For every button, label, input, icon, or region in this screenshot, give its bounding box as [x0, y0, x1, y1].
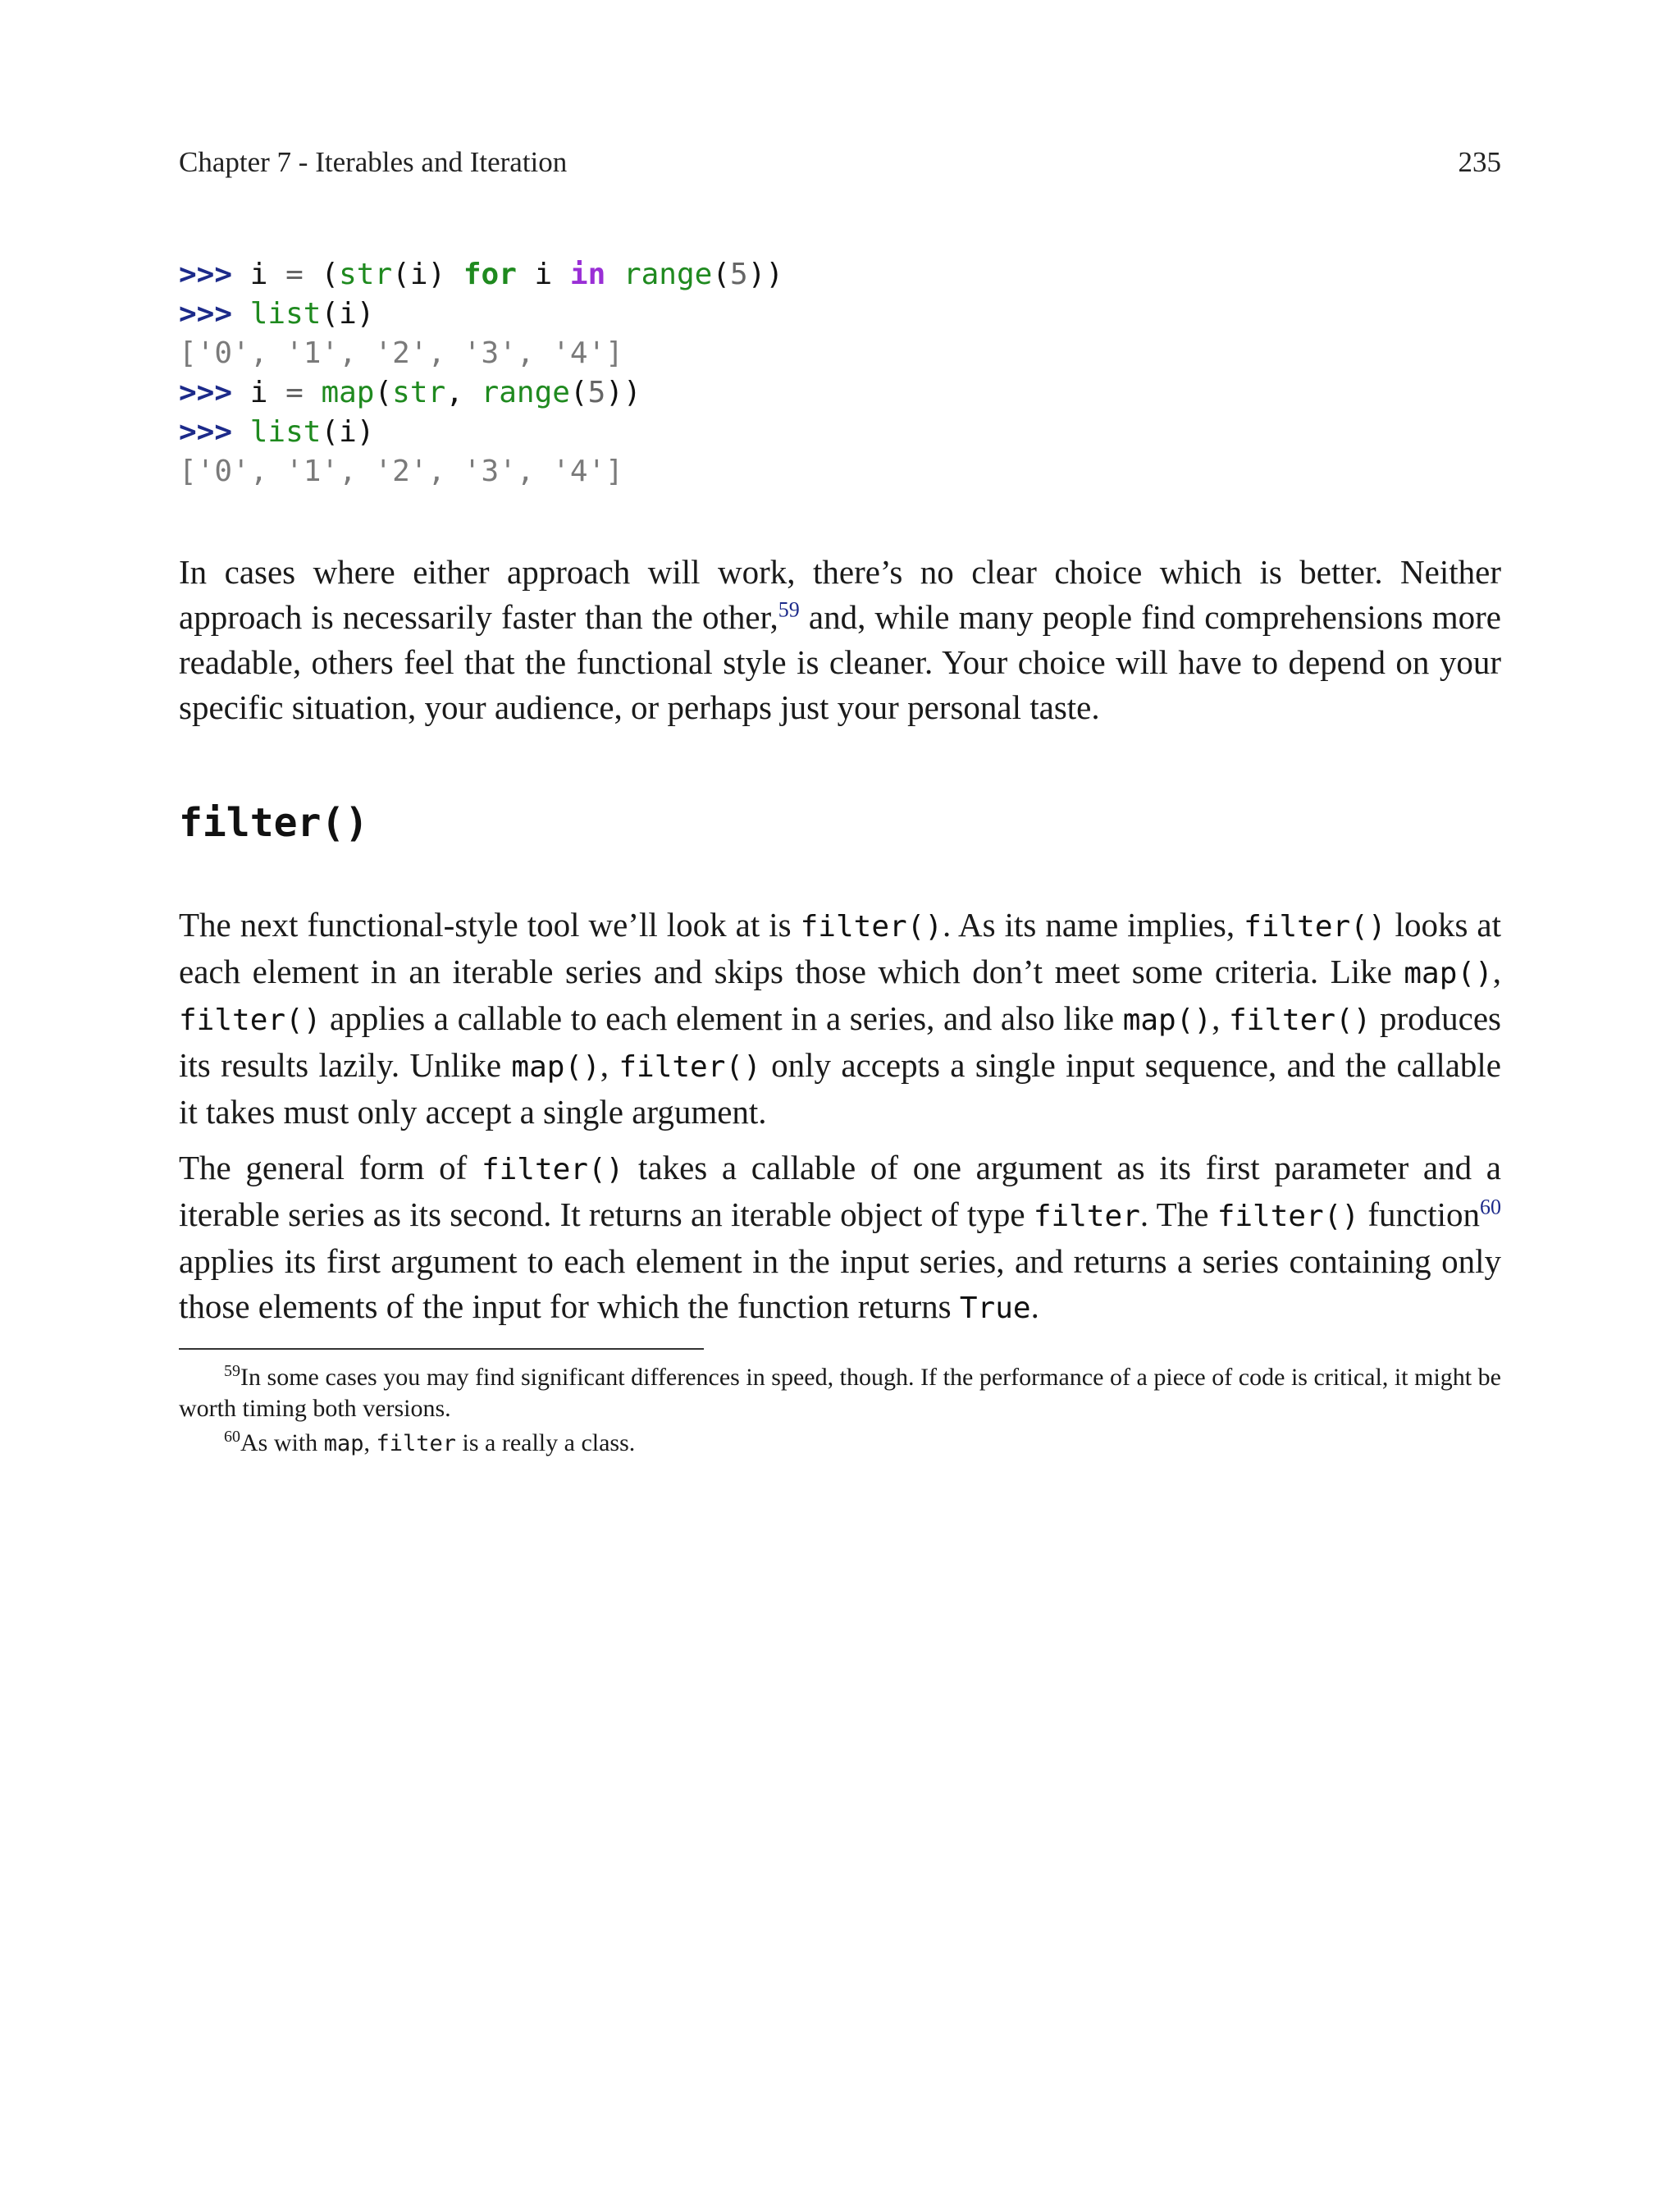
- inline-code: map: [323, 1431, 364, 1456]
- inline-code: filter: [376, 1431, 457, 1456]
- paragraph-text: takes a callable of one argument as its first parameter and a iterable series as its second. It returns an iterable object of type: [179, 1149, 1501, 1233]
- paragraph-text: ,: [1212, 999, 1229, 1037]
- paragraph-text: and, while many people find comprehensions more readable, others feel that the functional style is cleaner. Your choice will have to depend on your specific situation, your audience, or perhaps just your personal taste.: [179, 598, 1501, 726]
- paragraph-text: applies a callable to each element in a series, and also like: [321, 999, 1123, 1037]
- paragraph-text: .: [1030, 1287, 1039, 1325]
- inline-code: True: [959, 1291, 1031, 1325]
- inline-code: filter(): [1244, 910, 1386, 944]
- code-token: [232, 415, 250, 449]
- footnote-text: is a really a class.: [456, 1429, 636, 1456]
- code-token: )): [747, 258, 784, 291]
- repl-prompt: >>>: [179, 376, 233, 409]
- code-line-4: [179, 373, 783, 413]
- page-number: 235: [1458, 146, 1501, 178]
- paragraph-text: . As its name implies,: [943, 906, 1244, 944]
- paragraph-text: looks at each element in an iterable series and skips those which don’t meet some criteria. Like: [179, 906, 1501, 990]
- code-token: [304, 376, 322, 409]
- paragraph-filter-intro: [179, 903, 1501, 1135]
- repl-prompt: >>>: [179, 415, 233, 449]
- code-token: list: [249, 415, 322, 449]
- code-output-1: ['0', '1', '2', '3', '4']: [179, 336, 623, 370]
- code-token: =: [285, 258, 304, 291]
- paragraph-text: In cases where either approach will work, there’s no clear choice which is better. Neither approach is necessarily faster than the other,: [179, 553, 1501, 636]
- repl-prompt: >>>: [179, 297, 233, 331]
- paragraph-text: ,: [600, 1046, 619, 1084]
- code-token: list: [249, 297, 322, 331]
- code-token: (: [303, 258, 340, 291]
- code-token: ,: [445, 376, 482, 409]
- paragraph-text: ,: [1492, 953, 1501, 990]
- repl-prompt: >>>: [179, 258, 233, 291]
- code-token: (: [712, 258, 731, 291]
- code-block: [179, 255, 783, 491]
- inline-code: filter(): [619, 1050, 761, 1084]
- inline-code: map(): [1122, 1003, 1212, 1037]
- footnote-divider: [179, 1348, 704, 1350]
- paragraph-text: The next functional-style tool we’ll look at is: [179, 906, 801, 944]
- footnote-ref-59[interactable]: 59: [778, 597, 800, 622]
- footnote-text: As with: [240, 1429, 324, 1456]
- code-token: (i): [321, 415, 375, 449]
- code-token: str: [339, 258, 393, 291]
- code-token: i: [232, 376, 286, 409]
- paragraph-filter-form: [179, 1145, 1501, 1331]
- code-number: 5: [730, 258, 748, 291]
- inline-code: filter(): [1228, 1003, 1372, 1037]
- code-token: range: [481, 376, 570, 409]
- code-token: i: [516, 258, 570, 291]
- code-token: map: [321, 376, 375, 409]
- code-line-5: [179, 413, 783, 452]
- inline-code: filter: [1033, 1200, 1140, 1233]
- footnote-mark: 59: [224, 1362, 240, 1380]
- footnote-60: [179, 1428, 1501, 1460]
- footnote-mark: 60: [224, 1428, 240, 1446]
- footnote-text: In some cases you may find significant differences in speed, though. If the performance of a piece of code is critical, it might be worth timing both versions.: [179, 1364, 1501, 1422]
- inline-code: filter(): [179, 1003, 322, 1037]
- inline-code: filter(): [800, 910, 943, 944]
- running-head: [179, 146, 1501, 187]
- chapter-title: Chapter 7 - Iterables and Iteration: [179, 146, 568, 178]
- section-heading: filter(): [179, 800, 369, 846]
- footnote-59: [179, 1362, 1501, 1424]
- code-token: str: [392, 376, 446, 409]
- inline-code: filter(): [481, 1153, 624, 1186]
- paragraph-text: . The: [1139, 1195, 1217, 1233]
- paragraph-text: only accepts a single input sequence, and the callable it takes must only accept a single argument.: [179, 1046, 1501, 1131]
- code-line-1: [179, 255, 783, 295]
- code-number: 5: [587, 376, 606, 409]
- code-token: (i): [321, 297, 375, 331]
- code-token: (: [569, 376, 588, 409]
- code-token: [605, 258, 623, 291]
- inline-code: filter(): [1217, 1200, 1360, 1233]
- inline-code: map(): [511, 1050, 600, 1084]
- code-token: )): [605, 376, 641, 409]
- paragraph-text: The general form of: [179, 1149, 482, 1186]
- code-output-2: ['0', '1', '2', '3', '4']: [179, 455, 623, 488]
- code-line-2: [179, 295, 783, 334]
- paragraph-text: produces its results lazily. Unlike: [179, 999, 1501, 1084]
- paragraph-text: applies its first argument to each element in the input series, and returns a series containing only those elements of the input for which the function returns: [179, 1242, 1501, 1325]
- paragraph-text: function: [1359, 1195, 1480, 1233]
- paragraph-approach: [179, 550, 1501, 730]
- footnote-text: ,: [363, 1429, 377, 1456]
- code-keyword: in: [569, 258, 606, 291]
- code-token: (: [374, 376, 393, 409]
- code-keyword: for: [463, 258, 517, 291]
- footnote-ref-60[interactable]: 60: [1479, 1195, 1501, 1219]
- code-token: (i): [392, 258, 463, 291]
- code-token: i: [232, 258, 286, 291]
- code-token: [232, 297, 250, 331]
- code-token: =: [285, 376, 304, 409]
- inline-code: map(): [1404, 957, 1493, 990]
- code-token: range: [623, 258, 713, 291]
